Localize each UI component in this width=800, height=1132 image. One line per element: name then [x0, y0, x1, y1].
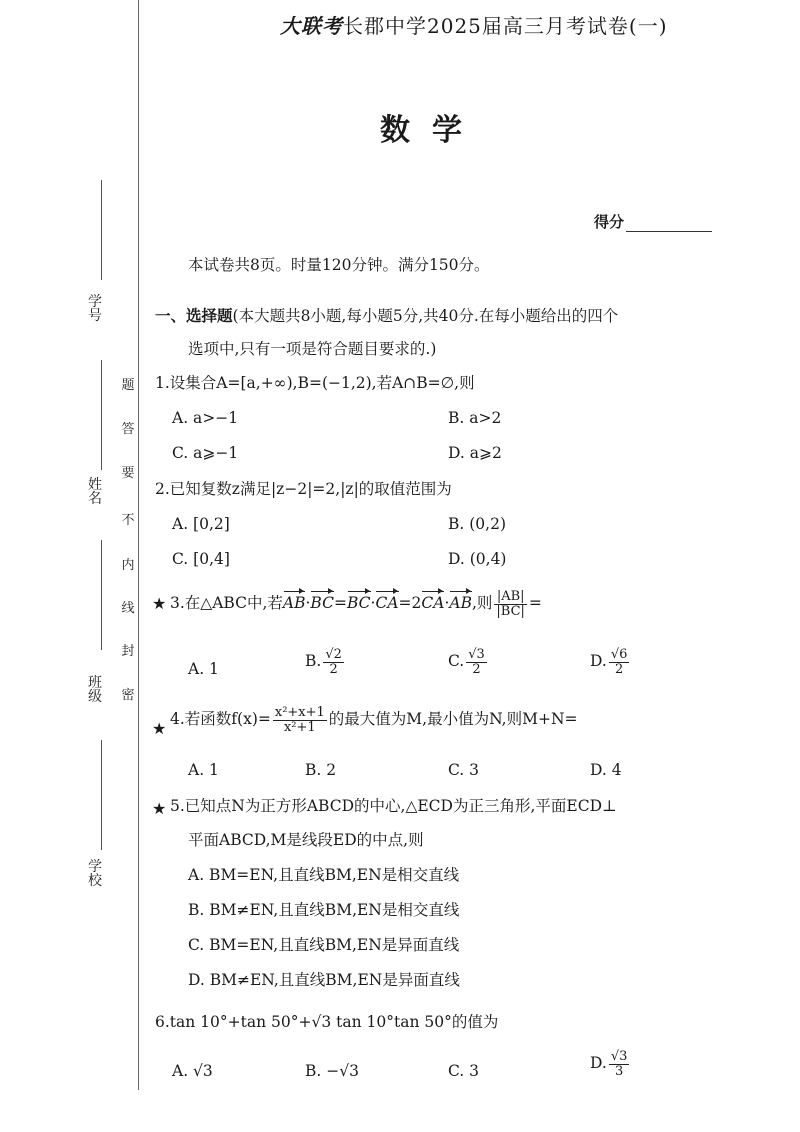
- q3-option-d[interactable]: D. $\frac{√6}{2}$: [590, 647, 628, 677]
- q4-option-c[interactable]: C. 3: [448, 761, 480, 779]
- q6-option-a[interactable]: A. √3: [172, 1062, 213, 1080]
- q1-option-a[interactable]: A. a>−1: [172, 409, 239, 427]
- score-blank[interactable]: [626, 215, 712, 232]
- section-heading: 一、选择题(本大题共8小题,每小题5分,共40分.在每小题给出的四个: [155, 306, 619, 325]
- name-line: [101, 360, 102, 470]
- q2-option-c[interactable]: C. [0,4]: [172, 550, 230, 568]
- student-id-line: [101, 180, 102, 280]
- q2-option-a[interactable]: A. [0,2]: [172, 515, 230, 533]
- q4-option-a[interactable]: A. 1: [188, 761, 219, 779]
- q5-option-c[interactable]: C. BM=EN,且直线BM,EN是异面直线: [188, 936, 460, 954]
- exam-title: 大联考长郡中学2025届高三月考试卷(一): [280, 14, 668, 38]
- question-4: 4.若函数f(x)= $\frac{\text{x²+x+1}}{\text{x²+1}}$ 的最大值为M,最小值为N,则M+N=: [170, 705, 578, 735]
- q6-option-b[interactable]: B. −√3: [305, 1062, 359, 1080]
- binding-line: [138, 0, 139, 1090]
- score-field: 得分: [594, 211, 712, 232]
- q1-option-b[interactable]: B. a>2: [448, 409, 502, 427]
- question-5: 5.已知点N为正方形ABCD的中心,△ECD为正三角形,平面ECD⊥: [170, 797, 617, 815]
- q1-option-c[interactable]: C. a⩾−1: [172, 444, 239, 462]
- school-line: [101, 740, 102, 850]
- q2-option-d[interactable]: D. (0,4): [448, 550, 507, 568]
- q2-option-b[interactable]: B. (0,2): [448, 515, 506, 533]
- q5-option-a[interactable]: A. BM=EN,且直线BM,EN是相交直线: [188, 866, 460, 884]
- brand-logo: 大联考: [280, 14, 343, 38]
- q4-option-d[interactable]: D. 4: [590, 761, 622, 779]
- question-6: 6.tan 10°+tan 50°+√3 tan 10°tan 50°的值为: [155, 1013, 499, 1031]
- question-3: 3.在△ABC中,若AB·BC=BC·CA=2CA·AB,则 $\frac{|AB|}{|BC|}$ =: [170, 589, 542, 619]
- class-label: 班级: [88, 675, 102, 705]
- q3-option-a[interactable]: A. 1: [188, 660, 219, 678]
- q6-option-d[interactable]: D. $\frac{√3}{3}$: [590, 1049, 628, 1079]
- name-label: 姓名: [88, 477, 102, 507]
- class-line: [101, 540, 102, 650]
- star-icon: ★: [152, 594, 167, 613]
- student-id-label: 学号: [88, 294, 102, 324]
- q5-option-d[interactable]: D. BM≠EN,且直线BM,EN是异面直线: [188, 971, 460, 989]
- subject-title: 数学: [380, 113, 484, 148]
- question-2: 2.已知复数z满足|z−2|=2,|z|的取值范围为: [155, 480, 452, 498]
- q3-option-b[interactable]: B. $\frac{√2}{2}$: [305, 647, 342, 677]
- q1-option-d[interactable]: D. a⩾2: [448, 444, 502, 462]
- question-1: 1.设集合A=[a,+∞),B=(−1,2),若A∩B=∅,则: [155, 374, 475, 392]
- q5-option-b[interactable]: B. BM≠EN,且直线BM,EN是相交直线: [188, 901, 460, 919]
- q4-option-b[interactable]: B. 2: [305, 761, 337, 779]
- star-icon: ★: [152, 799, 167, 818]
- school-label: 学校: [88, 859, 102, 889]
- exam-info: 本试卷共8页。时量120分钟。满分150分。: [188, 256, 490, 274]
- q3-option-c[interactable]: C. $\frac{√3}{2}$: [448, 647, 485, 677]
- section-desc-line2: 选项中,只有一项是符合题目要求的.): [188, 340, 437, 358]
- q5-stem-line2: 平面ABCD,M是线段ED的中点,则: [188, 831, 424, 849]
- q6-option-c[interactable]: C. 3: [448, 1062, 480, 1080]
- star-icon: ★: [152, 719, 167, 738]
